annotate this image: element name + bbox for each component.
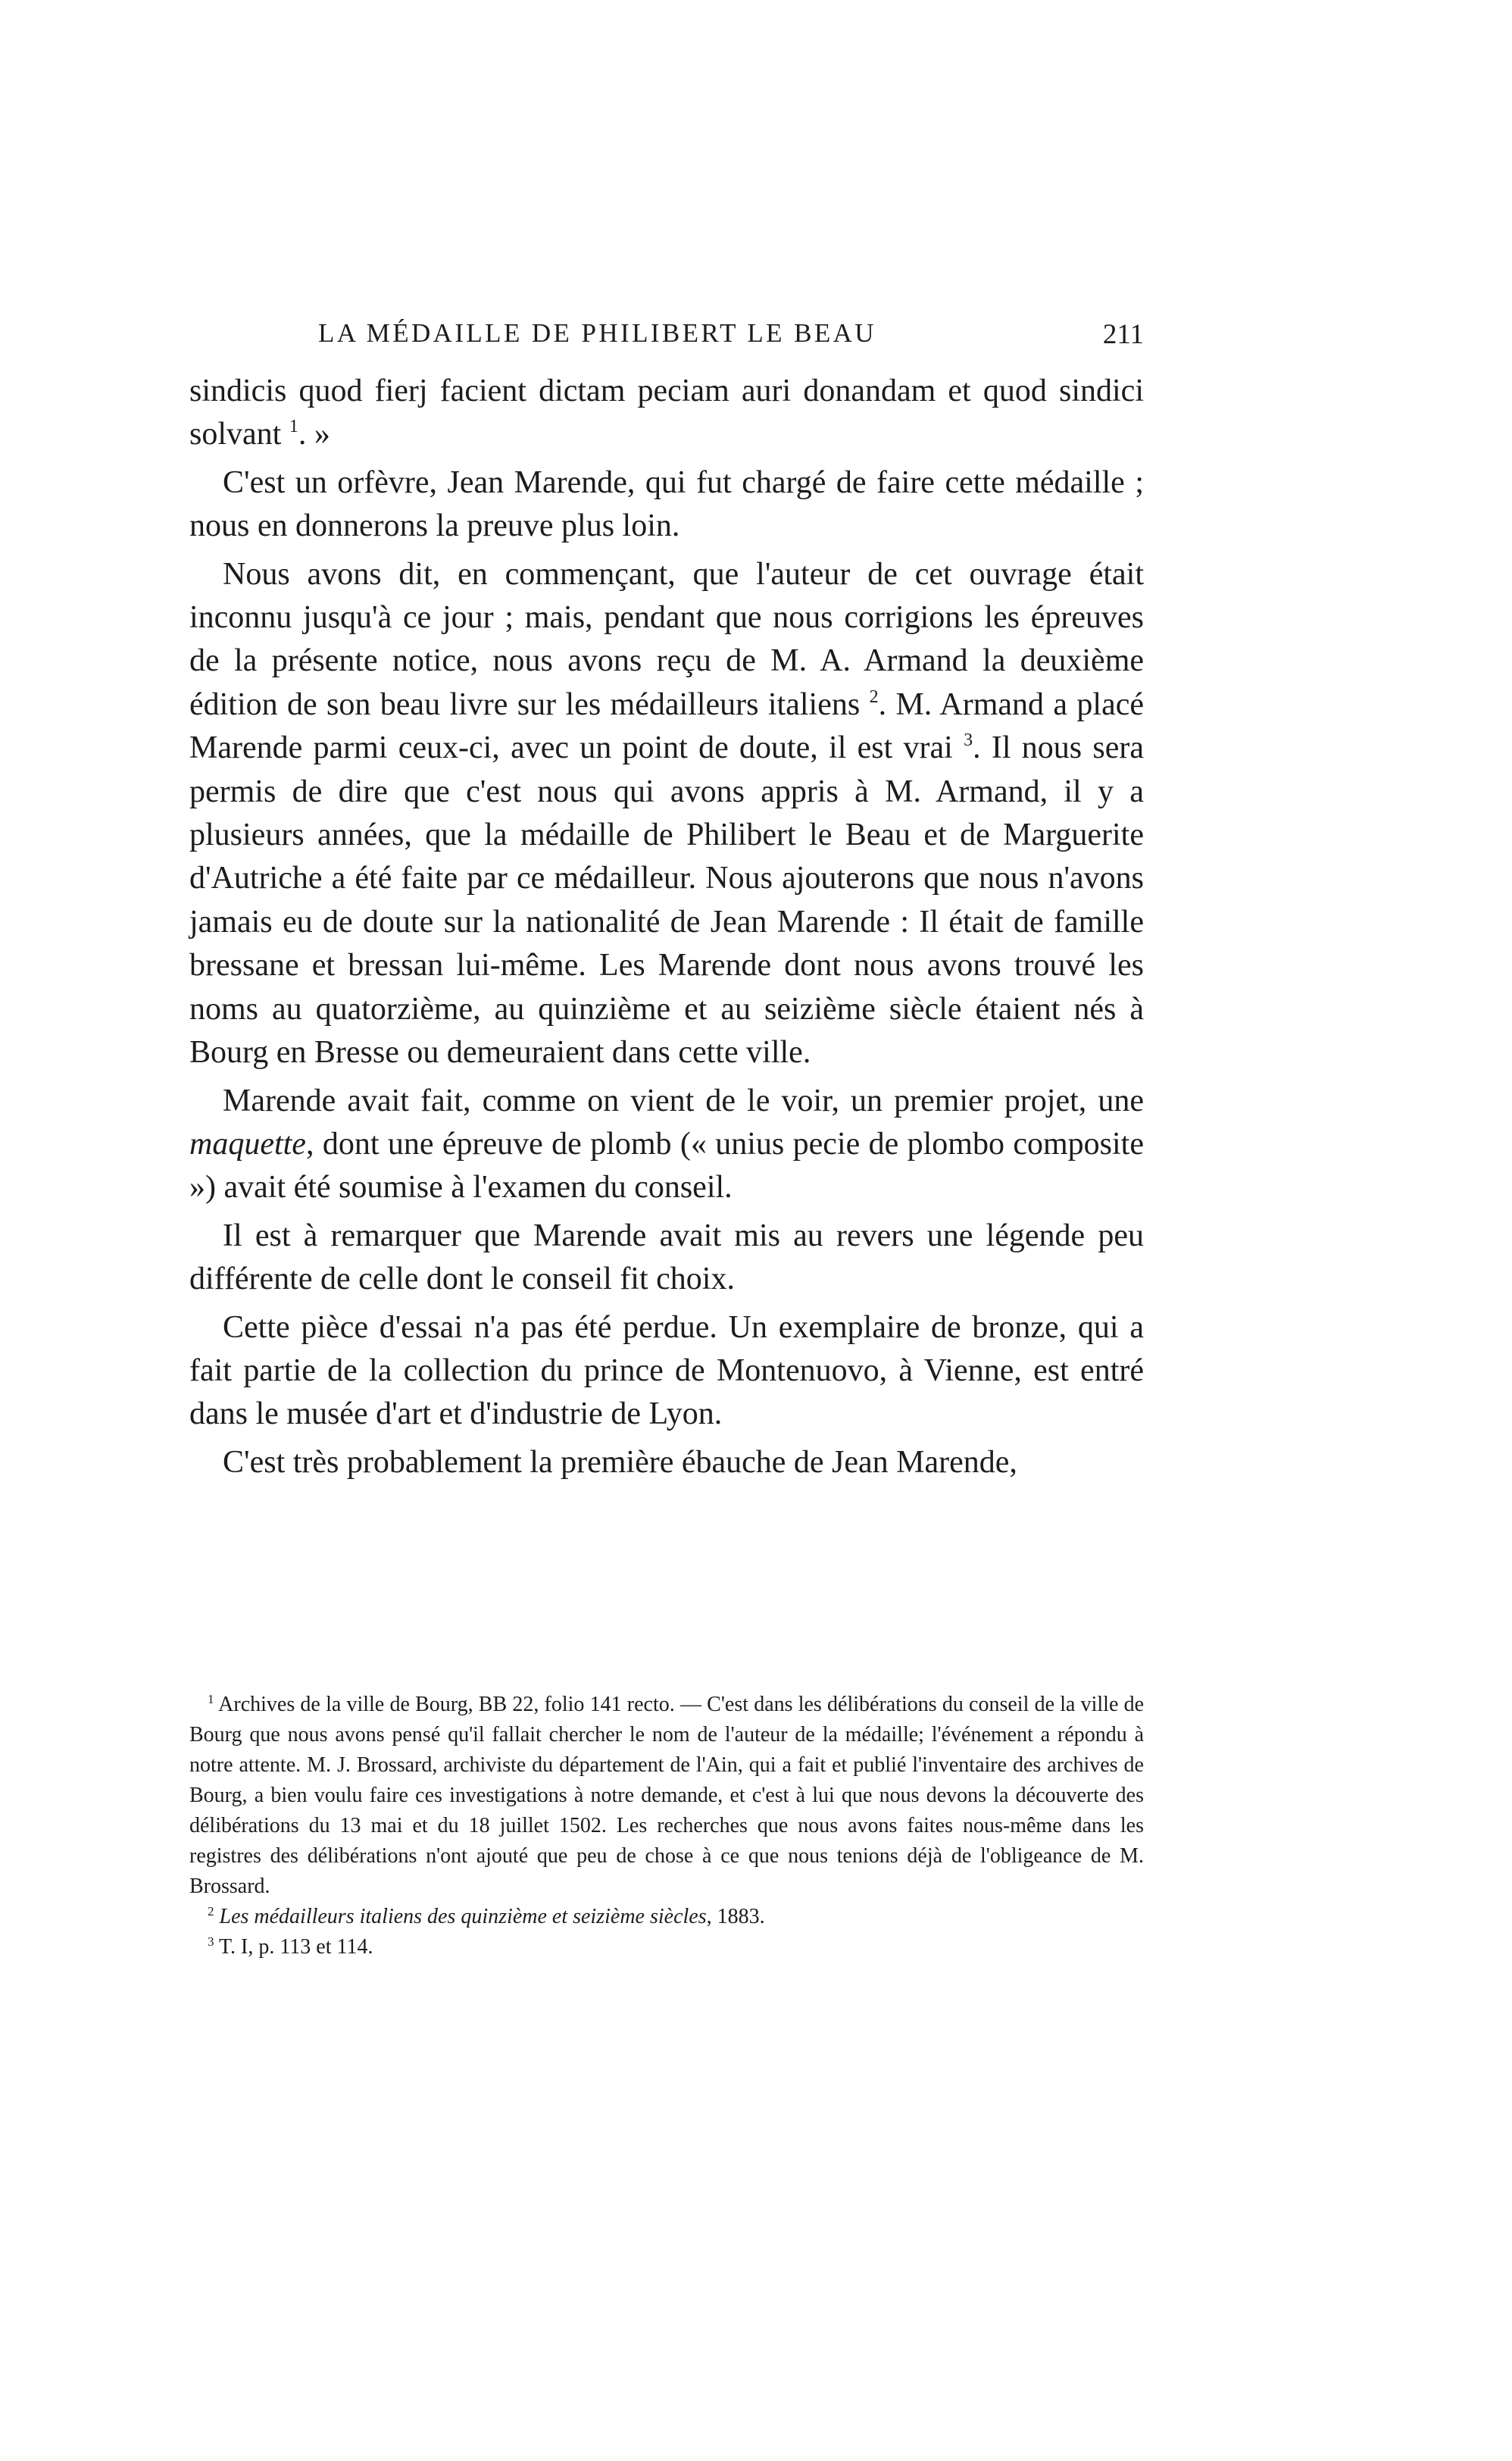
footnote-3 xyxy=(189,1932,1144,1962)
paragraph-text: C'est très probablement la première ébauche de Jean Marende, xyxy=(223,1444,1017,1480)
paragraph-6 xyxy=(189,1306,1144,1437)
footnote-book-title: Les médailleurs italiens des quinzième et seizième siècles xyxy=(214,1905,707,1928)
paragraph-text: Cette pièce d'essai n'a pas été perdue. Un exemplaire de bronze, qui a fait partie de la collection du prince de Montenuovo, à Vienne, est entré dans le musée d'art et d'industrie de Lyon. xyxy=(189,1309,1144,1432)
paragraph-text: Marende avait fait, comme on vient de le voir, un premier projet, une xyxy=(223,1083,1144,1118)
paragraph-text: . M. Armand a placé Marende parmi ceux-ci, avec un point de doute, il est vrai xyxy=(189,686,1145,766)
footnote-mark: 3 xyxy=(208,1934,214,1949)
footnote-mark: 1 xyxy=(208,1692,214,1706)
paragraph-1 xyxy=(189,370,1144,457)
paragraph-4 xyxy=(189,1080,1144,1210)
running-title: LA MÉDAILLE DE PHILIBERT LE BEAU xyxy=(318,318,876,348)
paragraph-text: . Il nous sera permis de dire que c'est nous qui avons appris à M. Armand, il y a plusieurs années, que la médaille de Philibert le Beau et de Marguerite d'Autriche a été faite par ce médailleur. Nous ajouterons que nous n'avons jamais eu de doute sur la nationalité de Jean Marende : Il était de famille bressane et bressan lui-même. Les Marende dont nous avons trouvé les noms au quatorzième, au quinzième et au seizième siècle étaient nés à Bourg en Bresse ou demeuraient dans cette ville. xyxy=(189,730,1145,1071)
footnote-ref-3: 3 xyxy=(964,730,973,751)
footnote-ref-2: 2 xyxy=(869,686,879,707)
paragraph-text: Il est à remarquer que Marende avait mis au revers une légende peu différente de celle dont le conseil fit choix. xyxy=(189,1218,1144,1297)
running-head xyxy=(189,318,1144,358)
page-number: 211 xyxy=(1102,319,1144,350)
paragraph-text: , dont une épreuve de plomb (« unius pecie de plombo composite ») avait été soumise à l'examen du conseil. xyxy=(189,1126,1144,1205)
footnote-text: , 1883. xyxy=(706,1905,765,1928)
paragraph-2 xyxy=(189,461,1144,549)
footnotes xyxy=(189,1690,1144,1962)
paragraph-5 xyxy=(189,1215,1144,1302)
footnote-text: Archives de la ville de Bourg, BB 22, folio 141 recto. — C'est dans les délibérations du conseil de la ville de Bourg que nous avons pensé qu'il fallait chercher le nom de l'auteur de la médaille; l'événement a répondu à notre attente. M. J. Brossard, archiviste du département de l'Ain, qui a fait et publié l'inventaire des archives de Bourg, a bien voulu faire ces investigations à notre demande, et c'est à lui que nous devons la découverte des délibérations du 13 mai et du 18 juillet 1502. Les recherches que nous avons faites nous-même dans les registres des délibérations n'ont ajouté que peu de chose à ce que nous tenions déjà de l'obligeance de M. Brossard. xyxy=(189,1693,1144,1898)
paragraph-text: Nous avons dit, en commençant, que l'auteur de cet ouvrage était inconnu jusqu'à ce jour ; mais, pendant que nous corrigions les épreuves de la présente notice, nous avons reçu de M. A. Armand la deuxième édition de son beau livre sur les médailleurs italiens xyxy=(189,556,1144,722)
italic-term: maquette xyxy=(189,1126,306,1162)
paragraph-text: C'est un orfèvre, Jean Marende, qui fut chargé de faire cette médaille ; nous en donnerons la preuve plus loin. xyxy=(189,464,1144,544)
footnote-text: T. I, p. 113 et 114. xyxy=(214,1935,373,1959)
footnote-mark: 2 xyxy=(208,1904,214,1918)
paragraph-text: . » xyxy=(298,417,330,452)
paragraph-text: sindicis quod fierj facient dictam peciam auri donandam et quod sindici solvant xyxy=(189,374,1144,452)
paragraph-3 xyxy=(189,553,1144,1075)
body-text xyxy=(189,370,1144,1484)
footnote-2 xyxy=(189,1902,1144,1932)
paragraph-7 xyxy=(189,1441,1144,1484)
footnote-1 xyxy=(189,1690,1144,1902)
footnote-ref-1: 1 xyxy=(289,417,298,437)
